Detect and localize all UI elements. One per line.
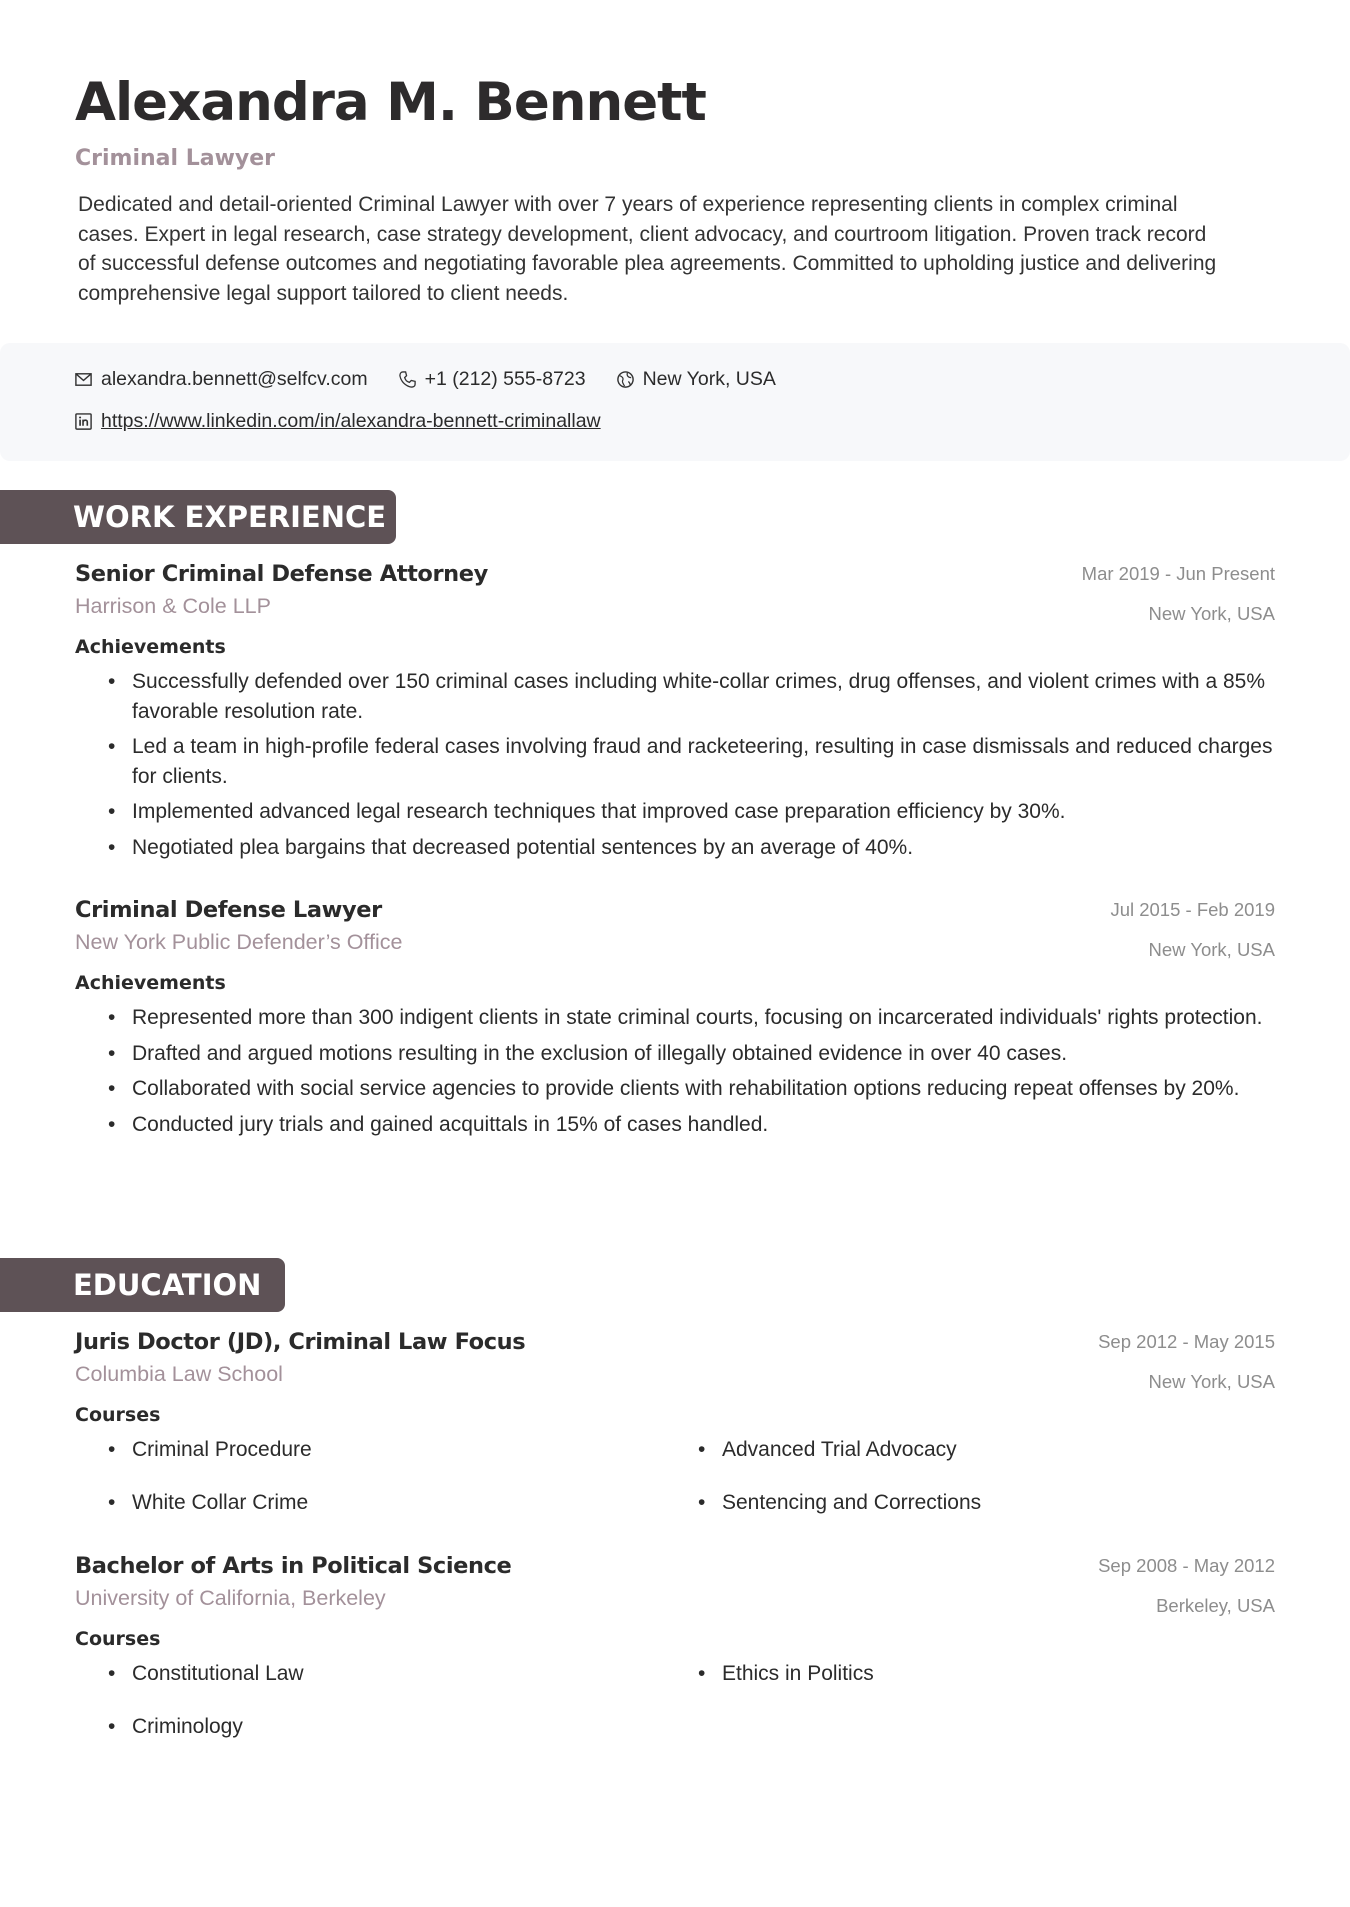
job-location: New York, USA bbox=[1148, 939, 1275, 960]
list-item: • Led a team in high-profile federal cases involving fraud and racketeering, resulting in case dismissals and reduced charges for clients. bbox=[75, 732, 1278, 791]
location-text: New York, USA bbox=[642, 368, 776, 390]
achievements-list bbox=[75, 1003, 1275, 1139]
education-dates: Sep 2008 - May 2012 bbox=[1098, 1555, 1275, 1576]
contact-row bbox=[74, 368, 806, 391]
achievements-heading: Achievements bbox=[75, 972, 226, 994]
course-item: • Constitutional Law bbox=[75, 1659, 665, 1689]
course-item: • Criminology bbox=[75, 1712, 665, 1742]
job-title: Senior Criminal Defense Attorney bbox=[75, 561, 488, 587]
course-item: • White Collar Crime bbox=[75, 1488, 665, 1518]
linkedin-icon bbox=[74, 412, 93, 431]
resume-header bbox=[75, 68, 1275, 308]
list-item: • Successfully defended over 150 criminal cases including white-collar crimes, drug offenses, and violent crimes with a 85% favorable resolution rate. bbox=[75, 667, 1278, 726]
education-dates: Sep 2012 - May 2015 bbox=[1098, 1331, 1275, 1352]
email-text: alexandra.bennett@selfcv.com bbox=[101, 368, 368, 390]
contact-location bbox=[616, 368, 776, 391]
contact-linkedin[interactable] bbox=[74, 410, 601, 433]
education-entry bbox=[75, 1327, 1275, 1518]
degree-title: Bachelor of Arts in Political Science bbox=[75, 1553, 512, 1579]
job-title: Criminal Defense Lawyer bbox=[75, 897, 382, 923]
phone-text: +1 (212) 555-8723 bbox=[424, 368, 586, 390]
achievements-heading: Achievements bbox=[75, 636, 226, 658]
list-item: • Drafted and argued motions resulting in the exclusion of illegally obtained evidence in over 40 cases. bbox=[75, 1039, 1278, 1069]
education-location: Berkeley, USA bbox=[1156, 1595, 1275, 1616]
job-location: New York, USA bbox=[1148, 603, 1275, 624]
globe-icon bbox=[616, 370, 635, 389]
work-entry bbox=[75, 895, 1275, 1145]
work-entry bbox=[75, 559, 1275, 868]
contact-band bbox=[0, 343, 1350, 461]
contact-phone[interactable] bbox=[398, 368, 586, 391]
courses-list bbox=[75, 1659, 1275, 1742]
list-item: • Collaborated with social service agencies to provide clients with rehabilitation options reducing repeat offenses by 20%. bbox=[75, 1074, 1278, 1104]
course-item: • Ethics in Politics bbox=[665, 1659, 1255, 1689]
job-dates: Mar 2019 - Jun Present bbox=[1081, 563, 1275, 584]
school-name: Columbia Law School bbox=[75, 1362, 283, 1386]
course-item: • Sentencing and Corrections bbox=[665, 1488, 1255, 1518]
course-item: • Advanced Trial Advocacy bbox=[665, 1435, 1255, 1465]
contact-email[interactable] bbox=[74, 368, 368, 391]
achievements-list bbox=[75, 667, 1275, 862]
section-work-experience: WORK EXPERIENCE bbox=[0, 490, 396, 544]
job-dates: Jul 2015 - Feb 2019 bbox=[1110, 899, 1275, 920]
courses-heading: Courses bbox=[75, 1404, 161, 1426]
candidate-role: Criminal Lawyer bbox=[75, 146, 276, 171]
contact-row-linkedin bbox=[74, 410, 631, 433]
courses-list bbox=[75, 1435, 1275, 1518]
job-company: New York Public Defender’s Office bbox=[75, 930, 403, 954]
list-item: • Represented more than 300 indigent clients in state criminal courts, focusing on incarcerated individuals' rights protection. bbox=[75, 1003, 1278, 1033]
school-name: University of California, Berkeley bbox=[75, 1586, 386, 1610]
degree-title: Juris Doctor (JD), Criminal Law Focus bbox=[75, 1329, 526, 1355]
list-item: • Implemented advanced legal research techniques that improved case preparation efficiency by 30%. bbox=[75, 797, 1278, 827]
job-company: Harrison & Cole LLP bbox=[75, 594, 271, 618]
education-location: New York, USA bbox=[1148, 1371, 1275, 1392]
profile-summary: Dedicated and detail-oriented Criminal Lawyer with over 7 years of experience representing clients in complex criminal cases. Expert in legal research, case strategy development, client advocacy, and courtroom litigation. Proven track record of successful defense outcomes and negotiating favorable plea agreements. Committed to upholding justice and delivering comprehensive legal support tailored to client needs. bbox=[78, 193, 1217, 305]
envelope-icon bbox=[74, 370, 93, 389]
list-item: • Negotiated plea bargains that decreased potential sentences by an average of 40%. bbox=[75, 833, 1278, 863]
linkedin-link[interactable]: https://www.linkedin.com/in/alexandra-bennett-criminallaw bbox=[101, 410, 601, 432]
courses-heading: Courses bbox=[75, 1628, 161, 1650]
course-item: • Criminal Procedure bbox=[75, 1435, 665, 1465]
phone-icon bbox=[398, 370, 417, 389]
list-item: • Conducted jury trials and gained acquittals in 15% of cases handled. bbox=[75, 1110, 1278, 1140]
candidate-name: Alexandra M. Bennett bbox=[75, 72, 706, 133]
section-education: EDUCATION bbox=[0, 1258, 285, 1312]
education-entry bbox=[75, 1551, 1275, 1742]
